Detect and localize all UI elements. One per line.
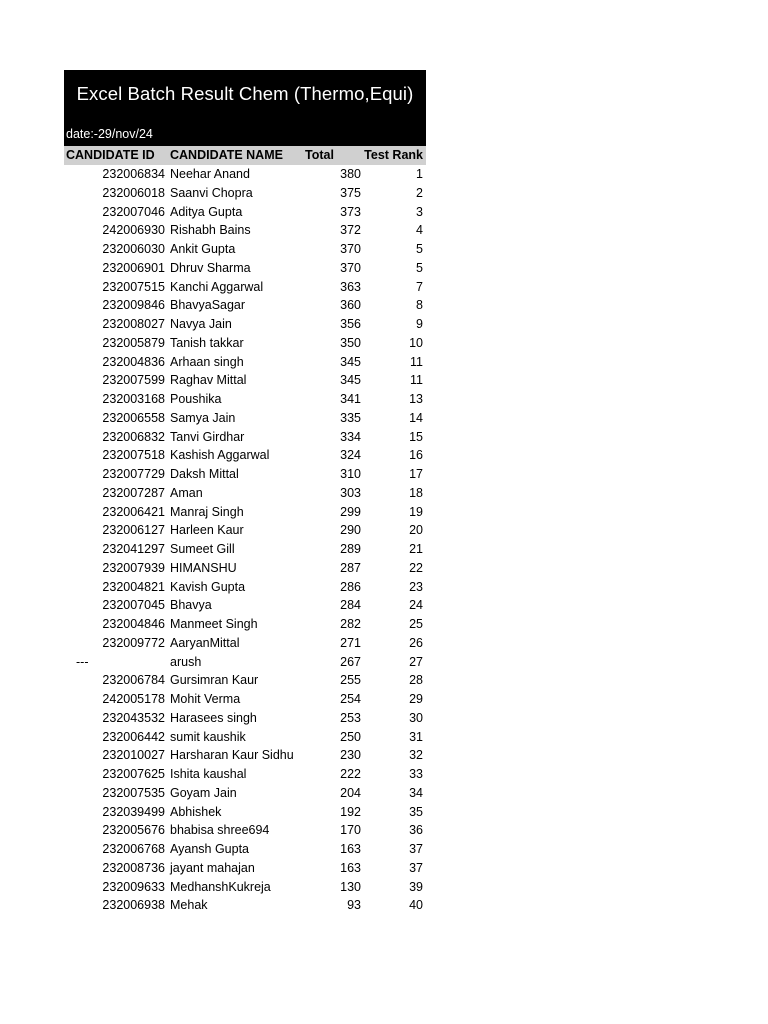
test-rank-cell: 11 <box>410 354 423 369</box>
candidate-name-cell: HIMANSHU <box>170 560 237 575</box>
total-cell: 363 <box>340 279 361 294</box>
total-cell: 93 <box>347 898 361 913</box>
total-cell: 254 <box>340 692 361 706</box>
total-cell: 370 <box>340 260 361 275</box>
table-row <box>64 690 426 709</box>
total-cell: 310 <box>340 467 361 481</box>
table-row <box>64 559 426 578</box>
total-cell: 230 <box>340 748 361 763</box>
candidate-id-cell: 232041297 <box>102 542 165 556</box>
total-cell: 334 <box>340 429 361 444</box>
candidate-id-cell: 232010027 <box>102 748 165 763</box>
candidate-name-cell: Mohit Verma <box>170 692 241 706</box>
test-rank-cell: 13 <box>409 392 423 406</box>
column-header-candidate-id: CANDIDATE ID <box>66 148 155 162</box>
total-cell: 222 <box>340 767 361 781</box>
table-row <box>64 409 426 428</box>
test-rank-cell: 33 <box>409 767 423 781</box>
candidate-id-cell: 232003168 <box>102 392 165 406</box>
total-cell: 373 <box>340 204 361 219</box>
candidate-name-cell: Harasees singh <box>170 710 257 725</box>
table-row <box>64 184 426 203</box>
candidate-name-cell: AaryanMittal <box>170 635 240 650</box>
candidate-id-cell: 232006938 <box>102 898 165 913</box>
table-row <box>64 615 426 634</box>
candidate-id-cell: 232007939 <box>102 560 165 575</box>
candidate-id-cell: 232006442 <box>102 729 165 744</box>
test-rank-cell: 23 <box>409 579 423 594</box>
total-cell: 372 <box>340 223 361 238</box>
test-rank-cell: 3 <box>416 204 423 219</box>
test-rank-cell: 25 <box>409 617 423 631</box>
table-row <box>64 221 426 240</box>
candidate-id-cell: 232043532 <box>102 710 165 725</box>
test-rank-cell: 39 <box>409 879 423 894</box>
result-date: date:-29/nov/24 <box>66 127 153 141</box>
table-row <box>64 578 426 597</box>
table-row <box>64 334 426 353</box>
test-rank-cell: 15 <box>409 429 423 444</box>
table-row <box>64 240 426 259</box>
total-cell: 250 <box>340 729 361 744</box>
total-cell: 350 <box>340 335 361 350</box>
candidate-id-cell: 232007287 <box>102 485 165 500</box>
candidate-id-cell: 232008027 <box>102 317 165 331</box>
table-row <box>64 634 426 653</box>
candidate-id-cell: 232006421 <box>102 504 165 519</box>
candidate-name-cell: Navya Jain <box>170 317 232 331</box>
total-cell: 324 <box>340 448 361 463</box>
total-cell: 345 <box>340 373 361 388</box>
candidate-name-cell: Aditya Gupta <box>170 204 243 219</box>
table-row <box>64 203 426 222</box>
candidate-name-cell: Ankit Gupta <box>170 242 236 256</box>
candidate-name-cell: Tanish takkar <box>170 335 244 350</box>
candidate-id-cell: 232006558 <box>102 410 165 425</box>
total-cell: 170 <box>340 823 361 838</box>
total-cell: 253 <box>340 710 361 725</box>
table-row <box>64 765 426 784</box>
table-row <box>64 709 426 728</box>
candidate-id-cell: 242005178 <box>102 692 165 706</box>
total-cell: 375 <box>340 185 361 200</box>
candidate-name-cell: arush <box>170 654 202 669</box>
candidate-name-cell: Harleen Kaur <box>170 523 244 538</box>
test-rank-cell: 32 <box>409 748 423 763</box>
table-row <box>64 896 426 915</box>
candidate-name-cell: jayant mahajan <box>170 860 255 875</box>
test-rank-cell: 17 <box>409 467 423 481</box>
title-block <box>64 70 426 146</box>
candidate-id-cell: 232006768 <box>102 842 165 856</box>
test-rank-cell: 26 <box>409 635 423 650</box>
candidate-id-cell: 232006834 <box>102 167 165 181</box>
table-row <box>64 784 426 803</box>
test-rank-cell: 11 <box>410 373 423 388</box>
test-rank-cell: 29 <box>409 692 423 706</box>
total-cell: 345 <box>340 354 361 369</box>
candidate-name-cell: Dhruv Sharma <box>170 260 251 275</box>
candidate-id-cell: 232007046 <box>102 204 165 219</box>
total-cell: 380 <box>340 167 361 181</box>
candidate-name-cell: Ayansh Gupta <box>170 842 249 856</box>
candidate-name-cell: Goyam Jain <box>170 785 237 800</box>
table-row <box>64 315 426 334</box>
total-cell: 267 <box>340 654 361 669</box>
table-body <box>64 165 426 915</box>
table-row <box>64 521 426 540</box>
test-rank-cell: 37 <box>409 842 423 856</box>
total-cell: 271 <box>340 635 361 650</box>
candidate-name-cell: Daksh Mittal <box>170 467 239 481</box>
total-cell: 341 <box>340 392 361 406</box>
total-cell: 286 <box>340 579 361 594</box>
test-rank-cell: 19 <box>409 504 423 519</box>
candidate-id-cell: 232009772 <box>102 635 165 650</box>
candidate-id-cell: 232006784 <box>102 673 165 688</box>
test-rank-cell: 35 <box>409 804 423 819</box>
candidate-name-cell: bhabisa shree694 <box>170 823 270 838</box>
candidate-id-cell: 232005676 <box>102 823 165 838</box>
candidate-id-cell: 232006030 <box>102 242 165 256</box>
total-cell: 192 <box>340 804 361 819</box>
result-sheet <box>64 70 426 915</box>
table-row <box>64 353 426 372</box>
candidate-name-cell: Saanvi Chopra <box>170 185 253 200</box>
total-cell: 299 <box>340 504 361 519</box>
table-header <box>64 146 426 165</box>
total-cell: 130 <box>340 879 361 894</box>
total-cell: 356 <box>340 317 361 331</box>
table-row <box>64 540 426 559</box>
total-cell: 163 <box>340 842 361 856</box>
total-cell: 290 <box>340 523 361 538</box>
column-header-test-rank: Test Rank <box>364 148 423 162</box>
test-rank-cell: 4 <box>416 223 423 238</box>
candidate-name-cell: Gursimran Kaur <box>170 673 259 688</box>
table-row <box>64 859 426 878</box>
test-rank-cell: 5 <box>416 260 423 275</box>
test-rank-cell: 8 <box>416 298 423 313</box>
candidate-name-cell: Mehak <box>170 898 208 913</box>
candidate-name-cell: sumit kaushik <box>170 729 246 744</box>
test-rank-cell: 40 <box>409 898 423 913</box>
table-row <box>64 746 426 765</box>
total-cell: 303 <box>340 485 361 500</box>
candidate-name-cell: Harsharan Kaur Sidhu <box>170 748 294 763</box>
candidate-id-cell: 232007535 <box>102 785 165 800</box>
candidate-name-cell: Arhaan singh <box>170 354 244 369</box>
total-cell: 204 <box>340 785 361 800</box>
table-row <box>64 840 426 859</box>
table-row <box>64 259 426 278</box>
column-header-candidate-name: CANDIDATE NAME <box>170 148 283 162</box>
total-cell: 335 <box>340 410 361 425</box>
table-row <box>64 821 426 840</box>
test-rank-cell: 31 <box>409 729 423 744</box>
candidate-name-cell: Tanvi Girdhar <box>170 429 245 444</box>
candidate-id-cell: 232039499 <box>102 804 165 819</box>
test-rank-cell: 28 <box>409 673 423 688</box>
test-rank-cell: 14 <box>409 410 423 425</box>
candidate-id-cell: 232007045 <box>102 598 165 613</box>
table-row <box>64 296 426 315</box>
total-cell: 289 <box>340 542 361 556</box>
candidate-id-cell: 232009846 <box>102 298 165 313</box>
candidate-id-cell: 232004846 <box>102 617 165 631</box>
test-rank-cell: 20 <box>409 523 423 538</box>
candidate-id-cell: 232007599 <box>102 373 165 388</box>
candidate-name-cell: Bhavya <box>170 598 212 613</box>
test-rank-cell: 30 <box>409 710 423 725</box>
candidate-name-cell: Kanchi Aggarwal <box>170 279 264 294</box>
total-cell: 163 <box>340 860 361 875</box>
test-rank-cell: 22 <box>409 560 423 575</box>
candidate-name-cell: Rishabh Bains <box>170 223 251 238</box>
test-rank-cell: 27 <box>409 654 423 669</box>
candidate-name-cell: BhavyaSagar <box>170 298 246 313</box>
candidate-id-cell: 232006832 <box>102 429 165 444</box>
total-cell: 360 <box>340 298 361 313</box>
candidate-name-cell: Neehar Anand <box>170 167 250 181</box>
test-rank-cell: 24 <box>409 598 423 613</box>
total-cell: 287 <box>340 560 361 575</box>
test-rank-cell: 34 <box>409 785 423 800</box>
candidate-id-cell: 232009633 <box>102 879 165 894</box>
candidate-name-cell: Aman <box>170 485 203 500</box>
candidate-id-cell: 232007515 <box>102 279 165 294</box>
candidate-id-cell: 232008736 <box>102 860 165 875</box>
test-rank-cell: 21 <box>409 542 423 556</box>
table-row <box>64 503 426 522</box>
candidate-name-cell: Raghav Mittal <box>170 373 247 388</box>
table-row <box>64 465 426 484</box>
candidate-name-cell: Abhishek <box>170 804 222 819</box>
total-cell: 255 <box>340 673 361 688</box>
test-rank-cell: 16 <box>409 448 423 463</box>
table-row <box>64 446 426 465</box>
candidate-name-cell: Kashish Aggarwal <box>170 448 270 463</box>
candidate-id-cell: 232006901 <box>102 260 165 275</box>
table-row <box>64 728 426 747</box>
column-header-total: Total <box>305 148 334 162</box>
candidate-id-cell: 232007518 <box>102 448 165 463</box>
table-row <box>64 428 426 447</box>
candidate-name-cell: Samya Jain <box>170 410 236 425</box>
sheet-title: Excel Batch Result Chem (Thermo,Equi) <box>76 83 414 104</box>
candidate-name-cell: Sumeet Gill <box>170 542 235 556</box>
test-rank-cell: 7 <box>416 279 423 294</box>
test-rank-cell: 37 <box>409 860 423 875</box>
table-row <box>64 803 426 822</box>
candidate-id-cell: 232006018 <box>102 185 165 200</box>
candidate-id-cell: 232007625 <box>102 767 165 781</box>
candidate-id-cell: 232004836 <box>102 354 165 369</box>
candidate-id-cell: 242006930 <box>102 223 165 238</box>
candidate-id-cell: 232005879 <box>102 335 165 350</box>
table-row <box>64 278 426 297</box>
candidate-name-cell: Poushika <box>170 392 222 406</box>
candidate-name-cell: Ishita kaushal <box>170 767 247 781</box>
test-rank-cell: 36 <box>409 823 423 838</box>
table-row <box>64 165 426 184</box>
candidate-name-cell: Manmeet Singh <box>170 617 258 631</box>
candidate-id-cell: 232004821 <box>102 579 165 594</box>
candidate-id-cell: --- <box>76 654 89 669</box>
candidate-id-cell: 232007729 <box>102 467 165 481</box>
candidate-name-cell: Kavish Gupta <box>170 579 246 594</box>
candidate-id-cell: 232006127 <box>102 523 165 538</box>
table-row <box>64 484 426 503</box>
candidate-name-cell: MedhanshKukreja <box>170 879 271 894</box>
total-cell: 370 <box>340 242 361 256</box>
table-row <box>64 671 426 690</box>
table-row <box>64 878 426 897</box>
test-rank-cell: 10 <box>409 335 423 350</box>
test-rank-cell: 1 <box>416 167 423 181</box>
candidate-name-cell: Manraj Singh <box>170 504 244 519</box>
total-cell: 282 <box>340 617 361 631</box>
test-rank-cell: 18 <box>409 485 423 500</box>
table-row <box>64 596 426 615</box>
total-cell: 284 <box>340 598 361 613</box>
test-rank-cell: 9 <box>416 317 423 331</box>
test-rank-cell: 2 <box>416 185 423 200</box>
table-row <box>64 390 426 409</box>
table-row <box>64 371 426 390</box>
test-rank-cell: 5 <box>416 242 423 256</box>
table-row <box>64 653 426 672</box>
